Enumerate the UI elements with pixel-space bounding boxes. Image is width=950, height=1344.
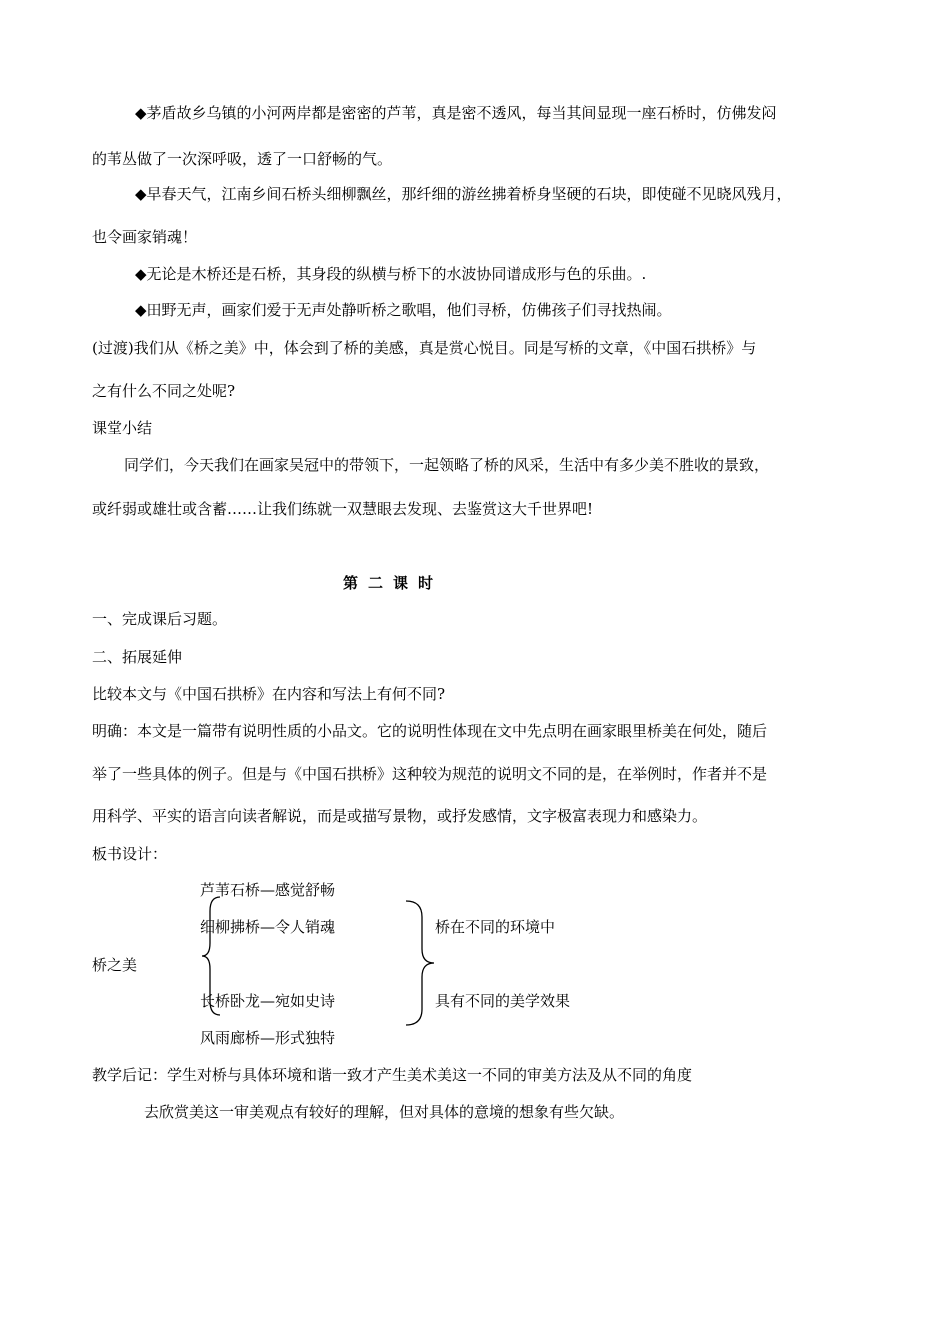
summary-line-1: 同学们，今天我们在画家吴冠中的带领下，一起领略了桥的风采，生活中有多少美不胜收的景致， [124,456,770,474]
paragraph-4: ◆田野无声，画家们爱于无声处静听桥之歌唱，他们寻桥，仿佛孩子们寻找热闹。 [135,301,672,319]
paragraph-2-line-2: 也令画家销魂！ [92,228,198,246]
board-right-label-2: 具有不同的美学效果 [435,992,571,1010]
answer-line-1: 明确：本文是一篇带有说明性质的小品文。它的说明性体现在文中先点明在画家眼里桥美在何处，随后 [92,722,768,740]
board-item-4: 风雨廊桥—形式独特 [200,1029,336,1047]
lesson-2-title: 第二课时 [343,574,444,592]
summary-heading: 课堂小结 [92,419,153,437]
board-right-label-1: 桥在不同的环境中 [435,918,556,936]
answer-line-3: 用科学、平实的语言向读者解说，而是或描写景物，或抒发感情，文字极富表现力和感染力。 [92,807,708,825]
paragraph-3: ◆无论是木桥还是石桥，其身段的纵横与桥下的水波协同谱成形与色的乐曲。. [135,265,647,283]
comparison-question: 比较本文与《中国石拱桥》在内容和写法上有何不同? [92,685,446,703]
postscript-line-1: 教学后记：学生对桥与具体环境和谐一致才产生美术美这一不同的审美方法及从不同的角度 [92,1066,693,1084]
board-design-heading: 板书设计： [92,845,168,863]
left-brace-icon [196,895,226,1017]
answer-line-2: 举了一些具体的例子。但是与《中国石拱桥》这种较为规范的说明文不同的是，在举例时，作者并不是 [92,765,768,783]
right-brace-icon [402,899,438,1027]
transition-line-1: (过渡)我们从《桥之美》中，体会到了桥的美感，真是赏心悦目。同是写桥的文章，《中国石拱桥》与 [92,339,757,357]
postscript-line-2: 去欣赏美这一审美观点有较好的理解，但对具体的意境的想象有些欠缺。 [144,1103,625,1121]
item-2: 二、拓展延伸 [92,648,183,666]
summary-line-2: 或纤弱或雄壮或含蓄……让我们练就一双慧眼去发现、去鉴赏这大千世界吧! [92,500,594,518]
paragraph-1-line-2: 的苇丛做了一次深呼吸，透了一口舒畅的气。 [92,150,393,168]
paragraph-2-line-1: ◆早春天气，江南乡间石桥头细柳飘丝，那纤细的游丝拂着桥身坚硬的石块，即使碰不见晓风残月， [135,185,792,203]
item-1: 一、完成课后习题。 [92,610,228,628]
transition-line-2: 之有什么不同之处呢? [92,382,236,400]
board-item-2: 细柳拂桥—令人销魂 [200,918,336,936]
board-item-1: 芦苇石桥—感觉舒畅 [200,881,336,899]
paragraph-1-line-1: ◆茅盾故乡乌镇的小河两岸都是密密的芦苇，真是密不透风，每当其间显现一座石桥时，仿佛发闷 [135,104,777,122]
board-item-3: 长桥卧龙—宛如史诗 [200,992,336,1010]
board-center-label: 桥之美 [92,956,138,974]
